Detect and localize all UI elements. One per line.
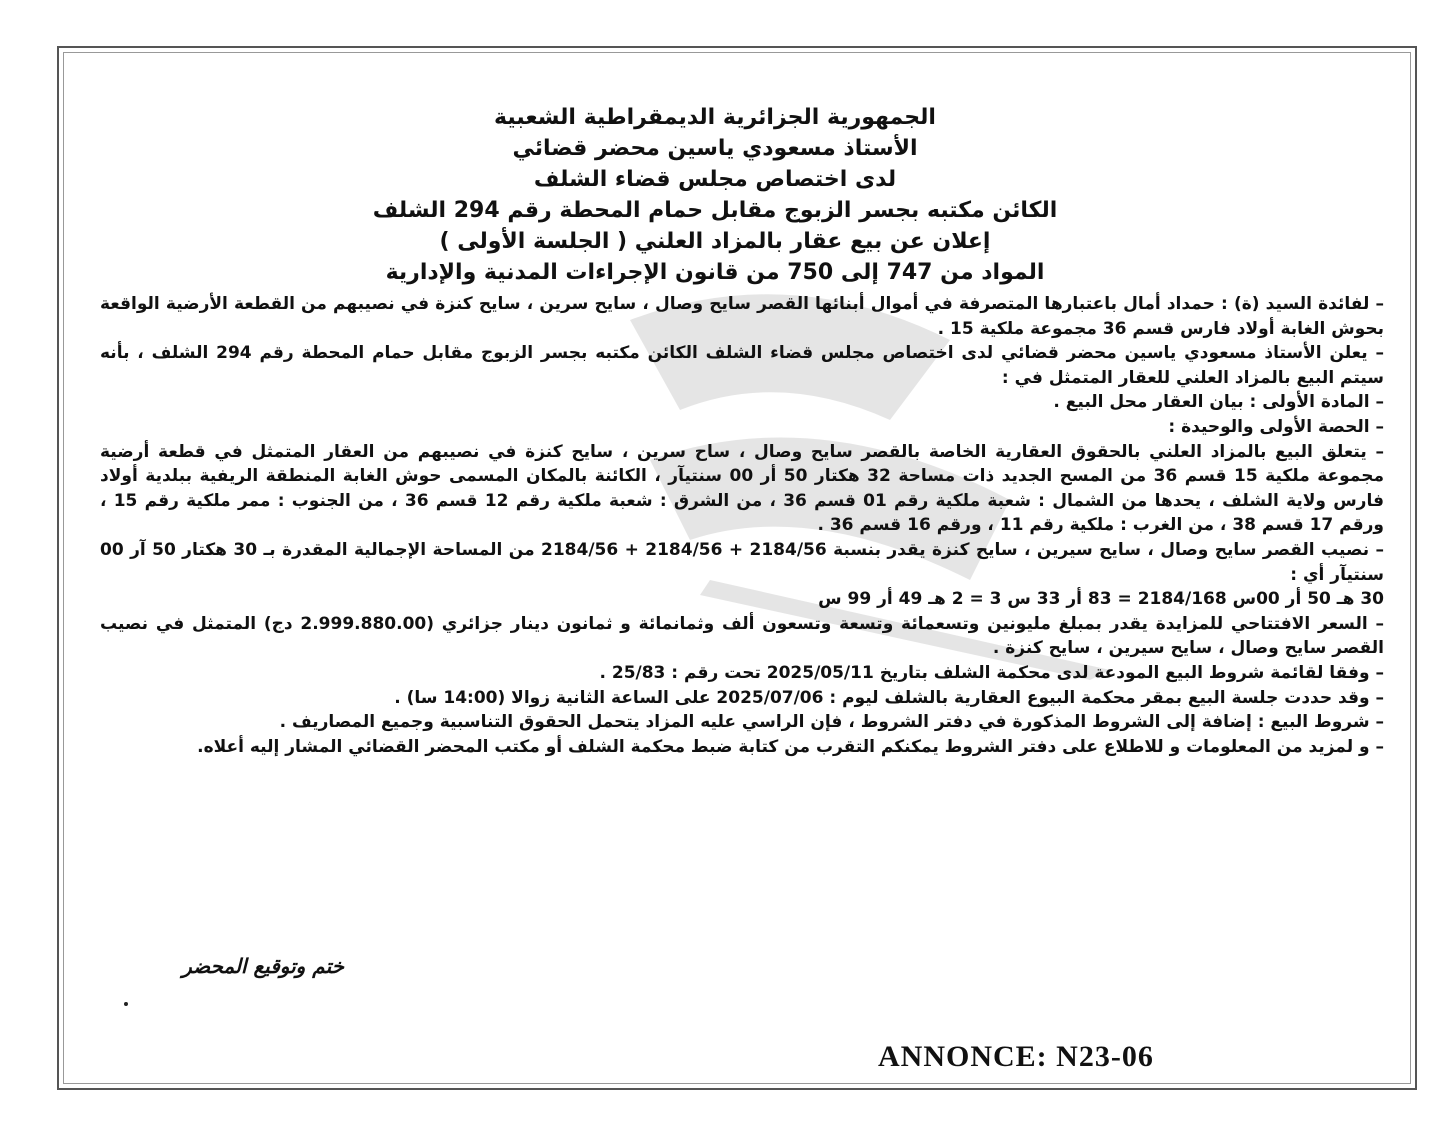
- paragraph-notice: – يعلن الأستاذ مسعودي ياسين محضر قضائي لدى اختصاص مجلس قضاء الشلف الكائن مكتبه بجسر الزبوج مقابل حمام المحطة رقم 294 الشلف ، بأنه سيتم البيع بالمزاد العلني للعقار المتمثل في :: [100, 343, 1384, 388]
- paragraph-property-description: – يتعلق البيع بالمزاد العلني بالحقوق العقارية الخاصة بالقصر سايح وصال ، ساح سرين ، سايح كنزة في نصيبهم من العقار المتمثل في قطعة أرضية مجموعة ملكية 15 قسم 36 من المسح الجديد ذات مساحة 32 هكتار 50 أر 00 سنتيآر ، الكائنة بالمكان المسمى حوش الغابة المنطقة الريفية ببلدية أولاد فارس ولاية الشلف ، يحدها من الشمال : شعبة ملكية رقم 01 قسم 36 ، من الشرق : شعبة ملكية رقم 12 قسم 36 ، من الجنوب : ممر ملكية رقم 15 ، ورقم 17 قسم 38 ، من الغرب : ملكية رقم 11 ، ورقم 16 قسم 36 .: [100, 441, 1384, 536]
- header-announcement-title: إعلان عن بيع عقار بالمزاد العلني ( الجلسة الأولى ): [439, 229, 991, 254]
- paragraph-article-one: – المادة الأولى : بيان العقار محل البيع .: [1053, 392, 1384, 413]
- header-jurisdiction: لدى اختصاص مجلس قضاء الشلف: [533, 167, 897, 192]
- paragraph-beneficiary: – لفائدة السيد (ة) : حمداد أمال باعتبارها المتصرفة في أموال أبنائها القصر سايح وصال ، سايح سرين ، سايح كنزة في نصيبهم من القطعة الأرضية الواقعة بحوش الغابة أولاد فارس قسم 36 مجموعة ملكية 15 .: [100, 294, 1384, 339]
- paragraph-lot: – الحصة الأولى والوحيدة :: [1168, 416, 1384, 437]
- paragraph-more-info: – و لمزيد من المعلومات و للاطلاع على دفتر الشروط يمكنكم التقرب من كتابة ضبط محكمة الشلف أو مكتب المحضر القضائي المشار إليه أعلاه.: [197, 736, 1384, 757]
- header-office-address: الكائن مكتبه بجسر الزبوج مقابل حمام المحطة رقم 294 الشلف: [372, 198, 1058, 223]
- paragraph-session-date: – وقد حددت جلسة البيع بمقر محكمة البيوع العقارية بالشلف ليوم : 2025/07/06 على الساعة الثانية زوالا (14:00 سا) .: [394, 687, 1384, 708]
- paragraph-opening-price: – السعر الافتتاحي للمزايدة يقدر بمبلغ مليونين وتسعمائة وتسعة وتسعون ألف وثمانمائة و ثمانون دينار جزائري (2.999.880.00 دج) المتمثل في نصيب القصر سايح وصال ، سايح سيرين ، سايح كنزة .: [100, 613, 1384, 659]
- announcement-body: [100, 292, 1384, 759]
- paragraph-share-calculation: 30 هـ 50 أر 00س 2184/168 = 83 أر 33 س 3 = 2 هـ 49 أر 99 س: [818, 589, 1384, 610]
- paragraph-share: – نصيب القصر سايح وصال ، سايح سيرين ، سايح كنزة يقدر بنسبة 2184/56 + 2184/56 + 2184/56 من المساحة الإجمالية المقدرة بـ 30 هكتار 50 آر 00 سنتيآر أي :: [100, 539, 1385, 585]
- header-bailiff-name: الأستاذ مسعودي ياسين محضر قضائي: [512, 136, 918, 161]
- paragraph-sale-conditions: – شروط البيع : إضافة إلى الشروط المذكورة في دفتر الشروط ، فإن الراسي عليه المزاد يتحمل الحقوق التناسبية وجميع المصاريف .: [279, 712, 1384, 733]
- bailiff-signature: ختم وتوقيع المحضر: [182, 954, 344, 978]
- stray-dot: [124, 1002, 128, 1006]
- paragraph-conditions-list: – وفقا لقائمة شروط البيع المودعة لدى محكمة الشلف بتاريخ 2025/05/11 تحت رقم : 25/83 .: [599, 662, 1384, 683]
- header-republic: الجمهورية الجزائرية الديمقراطية الشعبية: [494, 105, 936, 130]
- header-legal-articles: المواد من 747 إلى 750 من قانون الإجراءات المدنية والإدارية: [385, 260, 1045, 285]
- document-header: [120, 102, 1310, 288]
- annonce-reference: ANNONCE: N23-06: [878, 1040, 1154, 1073]
